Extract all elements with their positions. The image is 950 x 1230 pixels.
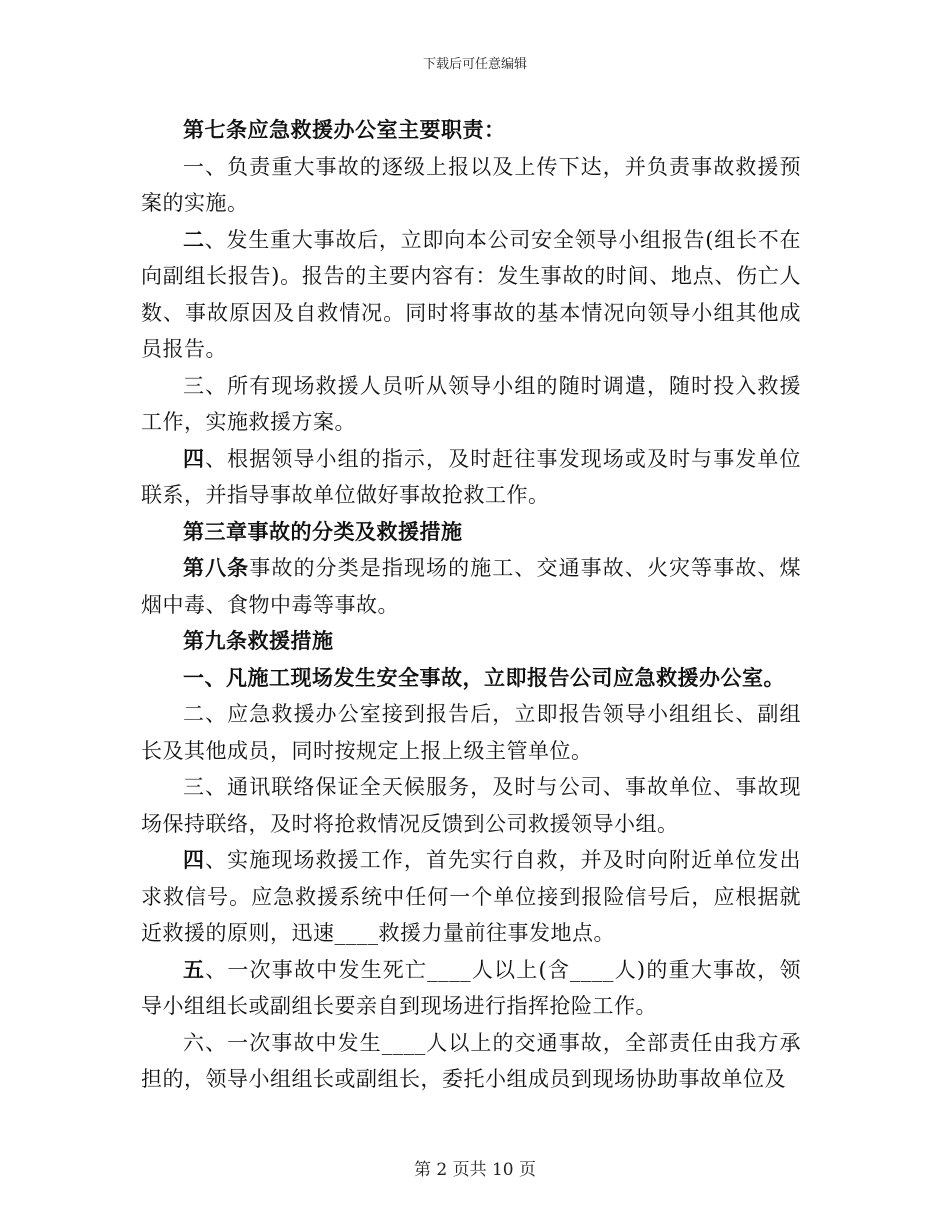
paragraph-text: 、一次事故中发生死亡____人以上(含____人)的重大事故，领导小组组长或副组长要亲自到现场进行指挥抢险工作。 xyxy=(141,957,801,1018)
paragraph-lead: 二 xyxy=(183,226,205,252)
paragraph xyxy=(141,441,801,514)
paragraph-lead: 五 xyxy=(183,956,206,982)
paragraph xyxy=(141,550,801,623)
paragraph xyxy=(141,149,801,222)
paragraph xyxy=(141,222,801,368)
paragraph xyxy=(141,112,801,149)
paragraph-lead: 第三章事故的分类及救援措施 xyxy=(183,518,463,544)
paragraph-lead: 第七条应急救援办公室主要职责： xyxy=(183,117,506,142)
paragraph-text: 、发生重大事故后，立即向本公司安全领导小组报告(组长不在向副组长报告)。报告的主要内容有：发生事故的时间、地点、伤亡人数、事故原因及自救情况。同时将事故的基本情况向领导小组其他成员报告。 xyxy=(141,227,801,361)
document-body xyxy=(141,112,801,1098)
paragraph xyxy=(141,696,801,769)
paragraph-text: 六、一次事故中发生____人以上的交通事故，全部责任由我方承担的，领导小组组长或副组长，委托小组成员到现场协助事故单位及 xyxy=(141,1030,801,1091)
paragraph-lead: 一、凡施工现场发生安全事故，立即报告公司应急救援办公室。 xyxy=(183,664,785,690)
paragraph-lead: 四 xyxy=(183,445,206,471)
paragraph-text: 三、所有现场救援人员听从领导小组的随时调遣，随时投入救援工作，实施救援方案。 xyxy=(141,373,801,434)
paragraph-lead: 第八条 xyxy=(183,555,250,580)
paragraph-text: 二、应急救援办公室接到报告后，立即报告领导小组组长、副组长及其他成员，同时按规定上报上级主管单位。 xyxy=(141,702,801,763)
paragraph xyxy=(141,842,801,952)
paragraph-text: 、根据领导小组的指示，及时赶往事发现场或及时与事发单位联系，并指导事故单位做好事故抢救工作。 xyxy=(141,446,801,507)
paragraph xyxy=(141,368,801,441)
paragraph xyxy=(141,952,801,1025)
paragraph-text: 三、通讯联络保证全天候服务，及时与公司、事故单位、事故现场保持联络，及时将抢救情况反馈到公司救援领导小组。 xyxy=(141,775,801,836)
paragraph-text: 一、负责重大事故的逐级上报以及上传下达，并负责事故救援预案的实施。 xyxy=(141,154,801,215)
paragraph xyxy=(141,660,801,697)
paragraph xyxy=(141,769,801,842)
paragraph-text: 事故的分类是指现场的施工、交通事故、火灾等事故、煤烟中毒、食物中毒等事故。 xyxy=(141,556,802,617)
paragraph xyxy=(141,1025,801,1098)
paragraph-text: 、实施现场救援工作，首先实行自救，并及时向附近单位发出求救信号。应急救援系统中任何一个单位接到报险信号后，应根据就近救援的原则，迅速____救援力量前往事发地点。 xyxy=(141,848,801,945)
paragraph-lead: 四 xyxy=(183,847,206,872)
section-heading xyxy=(141,514,801,551)
page-number: 第 2 页共 10 页 xyxy=(413,1160,537,1180)
section-heading xyxy=(141,623,801,660)
paragraph-lead: 第九条救援措施 xyxy=(183,628,334,653)
header-note: 下载后可任意编辑 xyxy=(422,57,527,72)
